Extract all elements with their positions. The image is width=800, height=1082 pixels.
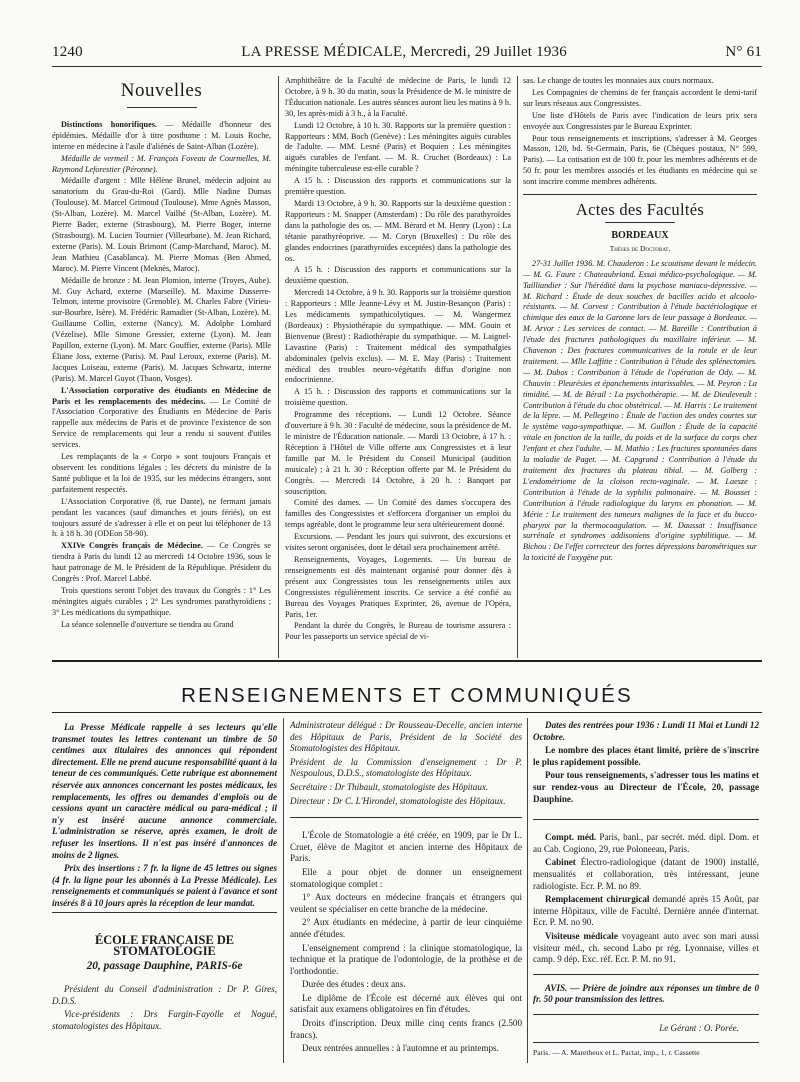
news-text: Lundi 12 Octobre, à 10 h. 30. Rapports sur la première question : Rapporteurs : MM. Boch (Genève) : Les méningites aiguës curables de l'adulte. — MM. Lesné (Paris) et Boquien : Les méningites aiguës curables de l'enfant. — M. R. Cruchet (Bordeaux) : La méningite tuberculeuse est-elle curable ? — [285, 120, 511, 174]
news-text: Mardi 13 Octobre, à 9 h. 30. Rapports sur la deuxième question : Rapporteurs : M. Snapper (Amsterdam) : Du rôle des parathyroïdes dans la pathologie des os. — MM. Bérard et M. Henry (Lyon) : La tétanie parathyréoprive. — M. Coryn (Bruxelles) : Du rôle des glandes endocrines (parathyroïdes exceptées) dans la pathologie des os. — [285, 198, 511, 263]
divider — [533, 1042, 759, 1043]
faculty-name: BORDEAUX — [611, 229, 669, 241]
school-officer: Administrateur délégué : Dr Rousseau-Decelle, ancien interne des Hôpitaux de Paris, Président de la Société des Stomatologistes des Hôpitaux. — [290, 720, 522, 754]
news-headline: XXIVe Congrès français de Médecine. — [61, 541, 203, 551]
section-heading: Nouvelles — [120, 80, 203, 101]
school-officer: Directeur : Dr C. L'Hirondel, stomatologiste des Hôpitaux. — [290, 795, 506, 806]
divider — [290, 817, 522, 818]
news-text: Les Compagnies de chemins de fer français accordent le demi-tarif sur leurs réseaux aux Congressistes. — [523, 87, 757, 108]
news-text: — Le Comité de l'Association Corporative des Étudiants en Médecine de Paris rappelle aux médecins de Paris et de province l'existence de son Service de remplacements qui leur a rendu si souvent d'utiles services. — [52, 396, 271, 450]
school-officer: Vice-présidents : Drs Fargin-Fayolle et Nogué, stomatologistes des Hôpitaux. — [52, 1009, 277, 1032]
news-text: A 15 h. : Discussion des rapports et communications sur la deuxième question. — [285, 265, 511, 286]
news-text: Pendant la durée du Congrès, le Bureau de tourisme assurera : Pour les passeports un service spécial de vi- — [285, 621, 511, 642]
ads-column — [533, 720, 759, 1059]
notice-prices: Prix des insertions : 7 fr. la ligne de 45 lettres ou signes (4 fr. la ligne pour les abonnés à La Presse Médicale). Les renseignements et communiqués se paient à l'avance et sont insérés 8 à 10 jours après la réception de leur mandat. — [52, 863, 277, 912]
divider — [523, 194, 757, 195]
news-headline: Distinctions honorifiques. — [61, 119, 157, 129]
divider — [533, 1014, 759, 1015]
news-text: Renseignements, Voyages, Logements. — Un bureau de renseignements est dès maintenant organisé pour donner dès à présent aux Congressistes tous les renseignements utiles aux Congressistes régulièrement inscrits. Ce service a été confié au Bureau des Voyages Pratiques Exprinter, 26, avenue de l'Opéra, Paris, 1er. — [285, 554, 511, 619]
page-number: 1240 — [52, 44, 83, 60]
notice-column — [52, 722, 277, 1035]
school-officer: Secrétaire : Dr Thibault, stomatologiste des Hôpitaux. — [290, 781, 489, 792]
news-text: Mercredi 14 Octobre, à 9 h. 30. Rapports sur la troisième question : Rapporteurs : Mlle Jeanne-Lévy et M. Justin-Besançon (Paris) : Les médicaments sympathicolytiques. — M. Wangermez (Bordeaux) : Physiothérapie du sympathique. — MM. Gouin et Bienvenue (Brest) : Radiothérapie du sympathique. — M. Laignel-Lavastine (Paris) : Traitement médical des sympathalgies abdominales (pelvis exclus). — M. E. May (Paris) : Traitement médical des troubles neuro-végétatifs diffus d'origine non endocrinienne. — [285, 288, 511, 385]
news-text: — Médaille d'honneur des épidémies. Médaille d'or à titre posthume : M. Louis Roche, interne en médecine à l'asile d'aliénés de Saint-Alban (Lozère). — [52, 119, 271, 151]
printer-line: Paris. — A. Maretheux et L. Pactat, imp., 1, r. Cassette — [533, 1048, 700, 1058]
section-heading: Actes des Facultés — [575, 200, 705, 220]
school-note: Le nombre des places étant limité, prière de s'inscrire le plus rapidement possible. — [533, 745, 759, 767]
news-text: Programme des réceptions. — Lundi 12 Octobre. Séance d'ouverture à 9 h. 30 : Faculté de médecine, sous la présidence de M. le ministre de l'Éducation nationale. — Mardi 13 Octobre, à 17 h. : Réception à l'Hôtel de Ville offerte aux Congressistes et à leur famille par M. le Président du Conseil Municipal (audition musicale) ; à 21 h. 30 : Réception offerte par M. le Président du Congrès. — Mercredi 14 Octobre, à 20 h. : Banquet par souscription. — [285, 410, 511, 496]
news-text: L'Association Corporative (8, rue Dante), ne fermant jamais pendant les vacances (sauf dimanches et jours fériés), on est toujours assuré de s'adresser à elle et on peut lui téléphoner de 13 h. à 18 h. 30 (ODEon 58-90). — [52, 496, 271, 539]
school-text: Elle a pour objet de donner un enseignement stomatologique complet : — [290, 866, 522, 889]
news-text: Comité des dames. — Un Comité des dames s'occupera des familles des Congressistes et s'efforcera d'organiser un emploi du temps agréable, dont le programme leur sera ultérieurement donné. — [285, 498, 511, 530]
school-text: 1° Aux docteurs en médecine français et étrangers qui veulent se spécialiser en cette branche de la médecine. — [290, 892, 522, 914]
news-text: Excursions. — Pendant les jours qui suivront, des excursions et visites seront organisées, dont le détail sera prochainement arrêté. — [285, 532, 511, 553]
school-text: Droits d'inscription. Deux mille cinq cents francs (2.500 francs). — [290, 1018, 522, 1040]
section-rule — [52, 712, 762, 713]
column-divider — [527, 718, 528, 1063]
school-note: Pour tous renseignements, s'adresser tous les matins et sur rendez-vous au Directeur de l'École, 20, passage Dauphine. — [533, 770, 759, 804]
ad-text: voyageant auto avec son mari aussi visiteur méd., ch. second Labo pr rég. Lyonnaise, villes et camp. 9 dép. Exc. réf. Ecr. P. M. no 91. — [533, 930, 759, 965]
news-text: A 15 h. : Discussion des rapports et communications sur la troisième question. — [285, 387, 511, 408]
news-text: sas. Le change de toutes les monnaies aux cours normaux. — [523, 76, 714, 85]
news-text: A 15 h. : Discussion des rapports et communications sur la première question. — [285, 176, 511, 197]
news-text: Médaille de bronze : M. Jean Plomion, interne (Troyes, Aube). M. Guy Achard, externe (Marseille). M. Maxime Dusserre-Telmon, interne provisoire (Grenoble). M. Charles Fabre (Virieu-sur-Bourbre, Isère). M. Frédéric Ramadier (St-Alban, Lozère). M. Guillaume Collin, externe (Nancy). M. Adolphe Lombard (Vézelise). Mlle Simone Gressier, externe (Lyon). M. Jean Papillon, externe (Lyon). M. Marc Gouffier, externe (Paris). Mlle Éliane Joss, externe (Paris). M. Paul Leroux, externe (Paris). M. Jacques Loiseau, externe (Paris). M. Jacques Schwartz, interne (Paris). M. Marcel Guyot (Thaon, Vosges). — [52, 275, 271, 383]
news-text: Médaille d'argent : Mlle Hélène Brunel, médecin adjoint au sanatorium du Grau-du-Roi (Gard). Mlle Nadine Dumas (Toulouse). M. Marcel Grimoud (Toulouse). Mme Agnès Masson, (St-Alban, Lozère). M. Marcel Vailhé (St-Alban, Lozère). M. Pierre Bader, externe (Strasbourg), M. Pierre Boger, interne (Strasbourg). M. Lucien Tournier (Villeurbane). M. Jean Richard, externe (Paris). M. Louis Brimont (Camp-Marchand, Maroc). M. Jean Mathieu (Casablanca). M. Pierre Mornas (Ben Ahmed, Maroc). M. Pierre Vincent (Meknès, Maroc). — [52, 176, 271, 273]
news-text: Médaille de vermeil : M. François Foveau de Courmelles, M. Raymond Leforestier (Péronne). — [52, 153, 271, 174]
school-text: L'École de Stomatologie a été créée, en 1909, par le Dr L. Cruet, élève de Magitot et ancien interne des Hôpitaux de Paris. — [290, 830, 522, 864]
journal-title: LA PRESSE MÉDICALE, Mercredi, 29 Juillet 1936 — [241, 44, 567, 60]
news-text: Trois questions seront l'objet des travaux du Congrès : 1° Les méningites aiguës curables ; 2° Les syndromes parathyroïdiens ; 3° Les médications du sympathique. — [52, 585, 271, 617]
news-text: — Ce Congrès se tiendra à Paris du lundi 12 au mercredi 14 Octobre 1936, sous le haut patronage de M. le Président de la République. Président du Congrès : Prof. Marcel Labbé. — [52, 541, 271, 584]
school-text: L'enseignement comprend : la clinique stomatologique, la technique et la pratique de l'odontologie, de la prothèse et de l'orthodontie. — [290, 942, 522, 976]
news-text: Une liste d'Hôtels de Paris avec l'indication de leurs prix sera envoyée aux Congressistes par le Bureau Exprinter. — [523, 110, 757, 131]
manager-signature: Le Gérant : O. Porée. — [659, 1022, 739, 1033]
notice-text: La Presse Médicale rappelle à ses lecteurs qu'elle transmet toutes les lettres contenant un timbre de 50 centimes aux titulaires des annonces qui répondent directement. Elle ne prend aucune responsabilité quant à la teneur de ces communiqués. Cette rubrique est abonnement réservée aux annonces concernant les postes médicaux, les remplacements, les offres ou demandes d'emplois ou de cessions ayant un caractère médical ou para-médical ; il n'y est inséré aucune annonce commerciale. L'administration se réserve, après examen, le droit de refuser les insertions. Il n'est pas inséré d'annonces de moins de 2 lignes. — [52, 722, 277, 860]
congress-column — [285, 76, 511, 658]
column-divider — [283, 718, 284, 1063]
theses-subheading: Thèses de Doctorat. — [609, 243, 671, 253]
school-text: 2° Aux étudiants en médecine, à partir de leur cinquième année d'études. — [290, 917, 522, 939]
divider — [533, 974, 759, 975]
school-address: 20, passage Dauphine, PARIS-6e — [86, 959, 243, 972]
ad-text: Paris, banl., par secrét. méd. dipl. Dom. et au Cab. Cogiono, 29, rue Poloneeau, Paris. — [533, 832, 759, 854]
news-text: Pour tous renseignements et inscriptions, s'adresser à M. Georges Masson, 120, bd. St-Germain, Paris, 6e (Chèques postaux, N° 599, Paris). — La cotisation est de 100 fr. pour les membres adhérents et de 50 fr. pour les membres associés et les étudiants en médecine qui se sont inscrire comme membres adhérents. — [523, 133, 757, 187]
ad-headline: Remplacement chirurgical — [545, 894, 650, 905]
column-divider — [517, 76, 518, 658]
school-officer: Président de la Commission d'enseignement : Dr P. Nespoulous, D.D.S., stomatologiste des Hôpitaux. — [290, 756, 522, 779]
section-rule — [52, 660, 762, 662]
divider — [533, 819, 759, 820]
ad-headline: Visiteuse médicale — [545, 930, 618, 941]
page-header — [52, 44, 762, 67]
school-text: Deux rentrées annuelles : à l'automne et au printemps. — [302, 1043, 499, 1054]
ad-headline: Cabinet — [545, 857, 576, 868]
theses-list: 27-31 Juillet 1936. M. Chauderon : Le scoutisme devant le médecin. — M. G. Faure : Chateaubriand. Essai médico-psychologique. — M. Tailliandier : Sur l'hérédité dans la psychose maniaco-dépressive. — M. Richard : Étude de deux souches de bacilles acido et alcoolo-résistants. — M. Corvest : Contribution à l'étude bactériologique et chimique des eaux de la Garonne lors de leur passage à Bordeaux. — M. Arvor : Les services de contact. — M. Bareille : Contribution à l'étude des fractures pathologiques du maxillaire inférieur. — M. Chavenon : Des fractures communicatives de la rotule et de leur traitement. — Mlle Laffitte : Contribution à l'étude des splénectomies. — M. Dubos : Contribution à l'étude de l'opération de Ody. — M. Chauvin : Pleurésies et épanchements intarissables. — M. Peyron : La timidité. — M. de Bérail : La psychothérapie. — M. de Dieuleveult : Contribution à l'étude du choc obstétrical. — M. Harris : Le traitement de la lèpre. — M. Pellegrino : Étude de l'action des ondes courtes sur le système vago-sympathique. — M. Guillon : Étude de la capacité vitale en fonction de la taille, du poids et de la surface du corps chez l'enfant et chez l'adulte. — M. Mathio : Les fractures spontanées dans la maladie de Paget. — M. Capgrand : Contribution à l'étude du traitement des fractures du plateau tibial. — M. Golberg : L'endométriome de la cloison recto-vaginale. — M. Laesze : Contribution à l'étude de la syphilis pulmonaire. — M. Bousset : Contribution à l'étude radiologique du larynx en phonation. — M. Mérie : Le traitement des tumeurs malignes de la face et du bucco-pharynx par la thermocoagulation. — M. Daussat : Insuffisance surrénale et syndromes addisoniens d'origine syphilitique. — M. Bichou : De l'effet correcteur des fortes dépressions barométriques sur la toxicité de l'oxygène pur. — [523, 258, 757, 563]
school-column — [290, 720, 522, 1057]
divider — [605, 222, 675, 223]
school-text: Durée des études : deux ans. — [302, 979, 406, 990]
news-text: La séance solennelle d'ouverture se tiendra au Grand — [61, 619, 234, 629]
divider — [127, 107, 197, 108]
news-headline: L'Association corporative des étudiants en Médecine de Paris et les remplacements des médecins. — [52, 385, 271, 406]
news-column — [52, 80, 271, 658]
school-title: ÉCOLE FRANÇAISE DE STOMATOLOGIE — [94, 932, 235, 959]
ad-headline: Compt. méd. — [545, 832, 597, 843]
issue-number: N° 61 — [725, 44, 762, 60]
news-text: Les remplaçants de la « Corpo » sont toujours Français et observent les conditions légales ; les décrets du ministre de la Santé publique et la loi de 1935, sur les médecins étrangers, sont parfaitement respectés. — [52, 452, 271, 494]
school-text: Le diplôme de l'École est décerné aux élèves qui ont satisfait aux examens obligatoires en fin d'études. — [290, 992, 522, 1015]
news-text: Amphithéâtre de la Faculté de médecine de Paris, le lundi 12 Octobre, à 9 h. 30 du matin, sous la Présidence de M. le ministre de l'Éducation nationale. Les autres séances auront lieu les matins à 9 h. 30, les après-midi à 3 h., à la Faculté. — [285, 76, 511, 118]
notice-avis: AVIS. — Prière de joindre aux réponses un timbre de 0 fr. 50 pour transmission des lettres. — [533, 982, 759, 1005]
ad-text: Électro-radiologique (datant de 1900) installé, mensualités et collaboration, très intéressant, jeune radiologiste. Ecr. P. M. no 89. — [533, 857, 759, 891]
school-dates: Dates des rentrées pour 1936 : Lundi 11 Mai et Lundi 12 Octobre. — [533, 720, 759, 742]
announcements-banner: RENSEIGNEMENTS ET COMMUNIQUÉS — [181, 684, 633, 707]
column-divider — [278, 76, 279, 658]
faculty-column — [523, 76, 757, 658]
ad-text: demandé après 15 Août, par interne Hôpitaux, ville de Faculté. Dernière année d'internat. Ecr. P. M. no 90. — [533, 894, 759, 928]
school-officer: Président du Conseil d'administration : Dr P. Gires, D.D.S. — [52, 984, 277, 1006]
